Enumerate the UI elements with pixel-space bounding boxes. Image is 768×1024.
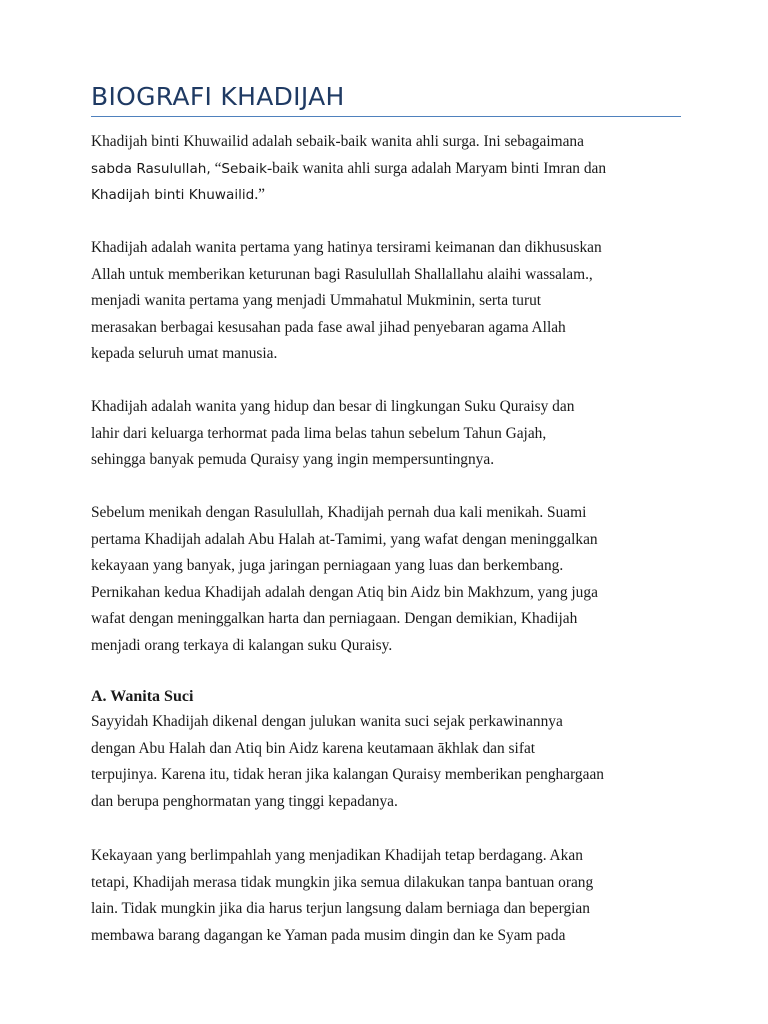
paragraph-line: Khadijah adalah wanita yang hidup dan besar di lingkungan Suku Quraisy dan bbox=[91, 398, 575, 415]
paragraph-line: membawa barang dagangan ke Yaman pada musim dingin dan ke Syam pada bbox=[91, 926, 566, 944]
paragraph-line: kekayaan yang banyak, juga jaringan perniagaan yang luas dan berkembang. bbox=[91, 557, 564, 574]
paragraph-2 bbox=[91, 235, 681, 368]
paragraph-line: Khadijah binti Khuwailid adalah sebaik-baik wanita ahli surga. Ini sebagaimana bbox=[91, 133, 584, 150]
paragraph-line: menjadi wanita pertama yang menjadi Ummahatul Mukminin, serta turut bbox=[91, 292, 542, 309]
quote-name: Khadijah binti Khuwailid bbox=[91, 187, 255, 203]
paragraph-line: sehingga banyak pemuda Quraisy yang ingin mempersuntingnya. bbox=[91, 451, 495, 468]
quote-emphasis: Sebaik bbox=[221, 160, 268, 177]
section-heading: A. Wanita Suci bbox=[91, 688, 194, 705]
paragraph-line: pertama Khadijah adalah Abu Halah at-Tamimi, yang wafat dengan meninggalkan bbox=[91, 530, 598, 548]
paragraph-line: Khadijah adalah wanita pertama yang hatinya tersirami keimanan dan dikhususkan bbox=[91, 239, 602, 256]
paragraph-line: dan berupa penghormatan yang tinggi kepadanya. bbox=[91, 792, 398, 810]
title-underline bbox=[91, 116, 681, 117]
paragraph-line: Sebelum menikah dengan Rasulullah, Khadijah pernah dua kali menikah. Suami bbox=[91, 504, 587, 521]
paragraph-4 bbox=[91, 500, 681, 659]
quote-open: “ bbox=[210, 159, 222, 177]
paragraph-line: merasakan berbagai kesusahan pada fase awal jihad penyebaran agama Allah bbox=[91, 318, 566, 336]
paragraph-line: Pernikahan kedua Khadijah adalah dengan Atiq bin Aidz bin Makhzum, yang juga bbox=[91, 583, 598, 601]
paragraph-line: wafat dengan meninggalkan harta dan perniagaan. Dengan demikian, Khadijah bbox=[91, 610, 578, 627]
paragraph-line: tetapi, Khadijah merasa tidak mungkin jika semua dilakukan tanpa bantuan orang bbox=[91, 873, 594, 891]
paragraph-line: kepada seluruh umat manusia. bbox=[91, 345, 278, 362]
paragraph-line: Kekayaan yang berlimpahlah yang menjadikan Khadijah tetap berdagang. Akan bbox=[91, 847, 583, 864]
paragraph-5 bbox=[91, 709, 681, 815]
paragraph-line bbox=[91, 182, 681, 209]
paragraph-line: menjadi orang terkaya di kalangan suku Quraisy. bbox=[91, 636, 393, 654]
paragraph-line: terpujinya. Karena itu, tidak heran jika kalangan Quraisy memberikan penghargaan bbox=[91, 766, 604, 783]
paragraph-line: Sayyidah Khadijah dikenal dengan julukan wanita suci sejak perkawinannya bbox=[91, 713, 563, 730]
paragraph-line: dengan Abu Halah dan Atiq bin Aidz karena keutamaan ākhlak dan sifat bbox=[91, 739, 536, 757]
document-title: BIOGRAFI KHADIJAH bbox=[91, 82, 345, 111]
paragraph-6 bbox=[91, 843, 681, 949]
quote-text: -baik wanita ahli surga adalah Maryam binti Imran dan bbox=[267, 159, 607, 177]
paragraph-3 bbox=[91, 394, 681, 474]
paragraph-line bbox=[91, 156, 681, 183]
quote-close: .” bbox=[254, 186, 265, 203]
paragraph-line: Allah untuk memberikan keturunan bagi Rasulullah Shallallahu alaihi wassalam., bbox=[91, 265, 593, 283]
quote-source: sabda Rasulullah, bbox=[91, 160, 211, 177]
paragraph-line: lahir dari keluarga terhormat pada lima belas tahun sebelum Tahun Gajah, bbox=[91, 424, 547, 442]
paragraph-line: lain. Tidak mungkin jika dia harus terjun langsung dalam berniaga dan bepergian bbox=[91, 900, 590, 917]
paragraph-intro bbox=[91, 129, 681, 209]
